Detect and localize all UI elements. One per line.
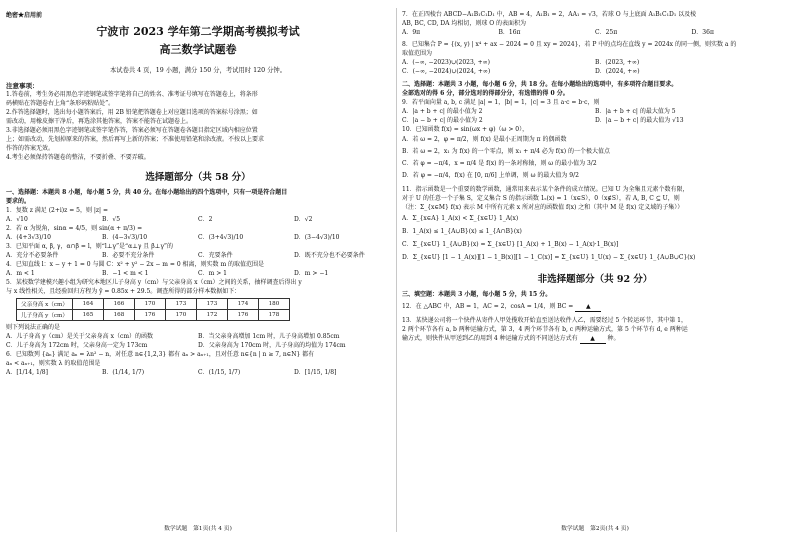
notice-title: 注意事项： xyxy=(6,82,39,90)
question-13: 13．某快递公司将一个快件从寄件人甲处揽收开始直至送达收件人乙，需要经过 5 个转运环节，其中第 1， xyxy=(402,317,687,324)
table-cell: 173 xyxy=(165,299,196,310)
answer-blank: ▲ xyxy=(575,302,601,312)
option: B．1_A(x) ≤ 1_{A∪B}(x) ≤ 1_{A∩B}(x) xyxy=(402,228,522,235)
option: B．√5 xyxy=(102,216,121,223)
option: A．(4+3√3)/10 xyxy=(6,234,51,241)
answer-blank: ▲ xyxy=(580,334,606,344)
question-3-options xyxy=(6,251,390,260)
question-7-options xyxy=(402,28,788,37)
option: A．m < 1 xyxy=(6,270,35,277)
question-2: 2．若 α 为锐角，sinα = 4/5，则 sin(α + π/3) = xyxy=(6,225,143,232)
option: B．(1/14, 1/7) xyxy=(102,369,145,376)
part-instruction: 全部选对的得 6 分，部分选对的得部分分，有选错的得 0 分。 xyxy=(402,90,569,97)
option: A．(−∞, −2023)∪(2023, +∞) xyxy=(402,59,490,66)
table-cell: 164 xyxy=(72,299,103,310)
option: A．充分不必要条件 xyxy=(6,252,59,259)
option: C．2 xyxy=(198,216,213,223)
question-11: 11．指示函数是一个重要的数学函数，通常用来表示某个条件的成立情况。已知 U 为全集且元素个数有限， xyxy=(402,186,689,193)
question-13-stem: 输方式，则快件从甲送到乙的用到 4 种运输方式的不同送达方式有 xyxy=(402,335,578,342)
option: C．充要条件 xyxy=(198,252,233,259)
table-row xyxy=(17,310,290,321)
notice-line: 作答的答案无效。 xyxy=(6,145,55,152)
table-cell: 166 xyxy=(103,299,134,310)
question-11-note: （注：Σ_{x∈M} f(x) 表示 M 中所有元素 x 所对应的函数值 f(x) 之和（其中 M 是 f(x) 定义域的子集）） xyxy=(402,204,684,211)
table-cell: 180 xyxy=(258,299,289,310)
option: A．[1/14, 1/8] xyxy=(6,369,48,376)
question-8-cont: 取值范围为 xyxy=(402,50,433,57)
option: B．必要不充分条件 xyxy=(102,252,155,259)
table-row xyxy=(17,299,290,310)
option: B．(4−3√3)/10 xyxy=(102,234,148,241)
notice-line: 3.非选择题必须用黑色字迹钢笔或签字笔作答，答案必须写在答题卷各题目指定区域内相应位置 xyxy=(6,127,258,134)
question-13-tail: 种。 xyxy=(607,335,620,342)
question-2-options xyxy=(6,233,390,242)
option: B．16π xyxy=(498,29,521,36)
question-6-cont: aₙ < aₙ₊₁，则实数 λ 的取值范围是 xyxy=(6,360,101,367)
row-header: 父亲身高 x（cm） xyxy=(17,299,73,310)
question-7: 7．在正四棱台 ABCD−A₁B₁C₁D₁ 中，AB = 4，A₁B₁ = 2，AA₁ = √3，若球 O 与上底面 A₁B₁C₁D₁ 以及棱 xyxy=(402,11,697,18)
option: C．|a − b + c| 的最小值为 2 xyxy=(402,117,483,124)
question-6: 6．已知数列 {aₙ} 满足 aₙ = λn² − n，对任意 n∈{1,2,3} 都有 aₙ > aₙ₊₁，且对任意 n∈{n | n ≥ 7, n∈N} 都有 xyxy=(6,351,315,358)
option: D．Σ_{x∈U} [1 − 1_A(x)][1 − 1_B(x)][1 − 1_C(x)] = Σ_{x∈U} 1_U(x) − Σ_{x∈U} 1_{A∪B∪C}(x) xyxy=(402,254,696,261)
option: A．儿子身高 y（cm）是关于父亲身高 x（cm）的函数 xyxy=(6,333,154,340)
part-instruction: 要求的。 xyxy=(6,198,31,205)
option: A．|a + b + c| 的最小值为 2 xyxy=(402,108,483,115)
option: A．9π xyxy=(402,29,421,36)
option: D．36π xyxy=(691,29,714,36)
question-9-options xyxy=(402,107,788,125)
option: D．|a − b + c| 的最大值为 √13 xyxy=(595,117,684,124)
exam-subject-title: 高三数学试题卷 xyxy=(159,43,237,56)
question-12-stem: 12．在 △ABC 中，AB = 1，AC = 2，cosA = 1/4，则 BC = xyxy=(402,303,574,310)
option: D．[1/15, 1/8] xyxy=(294,369,337,376)
option: C．(−∞, −2024)∪(2024, +∞) xyxy=(402,68,491,75)
option: A．Σ_{x∈A} 1_A(x) < Σ_{x∈U} 1_A(x) xyxy=(402,215,519,222)
table-cell: 165 xyxy=(72,310,103,321)
option: B．|a + b + c| 的最大值为 5 xyxy=(595,108,676,115)
table-cell: 176 xyxy=(227,310,258,321)
question-5-prompt: 则下列说法正确的是 xyxy=(6,324,61,331)
table-cell: 178 xyxy=(258,310,289,321)
exam-title: 宁波市 2023 学年第二学期高考模拟考试 xyxy=(96,25,300,38)
question-11-cont: 对于 U 的任意一个子集 S，定义集合 S 的指示函数 1ₛ(x) = 1（x∈S），0（x∉S），若 A, B, C ⊆ U，则 xyxy=(402,195,680,202)
question-8-options xyxy=(402,58,788,76)
notice-line: 上；如需改动，先划掉原来的答案，然后再写上新的答案；不准使用铅笔和涂改液。不按以上要求 xyxy=(6,136,265,143)
question-13-cont: 2 两个环节各有 a, b 两种运输方式，第 3，4 两个环节各有 b, c 两种运输方式，第 5 个环节有 d, e 两种运 xyxy=(402,326,688,333)
option: D．(2024, +∞) xyxy=(595,68,640,75)
question-6-options xyxy=(6,368,390,377)
notice-line: 需改动，用橡皮擦干净后，再选涂其他答案，答案不能答在试题卷上。 xyxy=(6,118,193,125)
option: B．−1 < m < 1 xyxy=(102,270,149,277)
option: D．既不充分也不必要条件 xyxy=(294,252,365,259)
question-10: 10．已知函数 f(x) = sin(ωx + φ)（ω > 0）， xyxy=(402,126,529,133)
sample-data-table xyxy=(16,298,290,321)
notice-line: 1.答卷前，考生务必用黑色字迹钢笔或签字笔将自己的姓名、准考证号填写在答题卷上，将条形 xyxy=(6,91,258,98)
option: C．儿子身高为 172cm 时，父亲身高一定为 173cm xyxy=(6,342,148,349)
table-cell: 176 xyxy=(134,310,165,321)
table-cell: 174 xyxy=(227,299,258,310)
question-1-options xyxy=(6,215,390,224)
question-5: 5．某校数学建模兴趣小组为研究本地区儿子身高 y（cm）与父亲身高 x（cm）之间的关系，抽样调查后得出 y xyxy=(6,279,302,286)
option: B．(2023, +∞) xyxy=(595,59,640,66)
part-instruction: 二、选择题：本题共 3 小题，每小题 6 分，共 18 分。在每小题给出的选项中，有多项符合题目要求。 xyxy=(402,81,678,88)
option: D．父亲身高为 170cm 时，儿子身高的均值为 174cm xyxy=(198,342,346,349)
question-7-cont: AB, BC, CD, DA 均相切，则球 O 的表面积为 xyxy=(402,20,527,27)
table-cell: 170 xyxy=(134,299,165,310)
notice-line: 4.考生必须保持答题卷的整洁，不要折叠、不要弄破。 xyxy=(6,154,150,161)
option: D．√2 xyxy=(294,216,313,223)
notice-line: 码横贴在答题卷右上角“条形码粘贴处”。 xyxy=(6,100,115,107)
table-cell: 173 xyxy=(196,299,227,310)
option: D．(3−4√3)/10 xyxy=(294,234,340,241)
secret-label: 绝密★启用前 xyxy=(6,12,43,19)
option: B．当父亲身高增加 1cm 时，儿子身高增加 0.85cm xyxy=(198,333,340,340)
question-9: 9．若平面向量 a, b, c 满足 |a| = 1，|b| = 1，|c| = 3 且 a·c = b·c，则 xyxy=(402,99,600,106)
question-5-options xyxy=(6,332,390,350)
option: B．若 ω = 2，x₁ 为 f(x) 的一个零点，则 x₁ + π/4 必为 f(x) 的一个极大值点 xyxy=(402,148,610,155)
exam-info: 本试卷共 4 页，19 小题，满分 150 分，考试用时 120 分钟。 xyxy=(109,67,286,74)
question-8: 8．已知集合 P = {(x, y) | x⁴ + ax − 2024 = 0 且 xy = 2024}，若 P 中的点均在直线 y = 2024x 的同一侧，则实数 a 的 xyxy=(402,41,737,48)
option: A．√10 xyxy=(6,216,28,223)
option: A．若 ω = 2，φ = π/2，则 f(x) 是最小正周期为 π 的偶函数 xyxy=(402,136,567,143)
question-5-cont: 与 x 线性相关，且经验回归方程为 ŷ = 0.85x + 29.5。调查所得的部分样本数据如下： xyxy=(6,288,241,295)
option: D．若 φ = −π/4，f(x) 在 [0, π/6] 上单调，则 ω 的最大值为 9/2 xyxy=(402,172,579,179)
part-instruction: 三、填空题：本题共 3 小题，每小题 5 分，共 15 分。 xyxy=(402,291,552,298)
option: C．(1/15, 1/7) xyxy=(198,369,241,376)
page-footer: 数学试题 第1页(共 4 页) xyxy=(164,526,232,532)
option: C．Σ_{x∈U} 1_{A∪B}(x) = Σ_{x∈U} [1_A(x) + 1_B(x) − 1_A(x)·1_B(x)] xyxy=(402,241,619,248)
question-12 xyxy=(402,302,788,312)
option: D．m > −1 xyxy=(294,270,329,277)
question-4: 4．已知直线 l：x − y + 1 = 0 与圆 C：x² + y² − 2x − m = 0 相离，则实数 m 的取值范围是 xyxy=(6,261,265,268)
part-instruction: 一、选择题：本题共 8 小题，每小题 5 分，共 40 分。在每小题给出的四个选项中，只有一项是符合题目 xyxy=(6,189,288,196)
table-cell: 168 xyxy=(103,310,134,321)
question-3: 3．已知平面 α, β, γ，α∩β = l，则“l⊥γ”是“α⊥γ 且 β⊥γ”的 xyxy=(6,243,173,250)
question-13-cont xyxy=(402,334,788,344)
option: C．若 φ = −π/4，x = π/4 是 f(x) 的一条对称轴，则 ω 的最小值为 3/2 xyxy=(402,160,597,167)
table-cell: 172 xyxy=(196,310,227,321)
option: C．m > 1 xyxy=(198,270,227,277)
page-2 xyxy=(402,10,788,532)
page-footer: 数学试题 第2页(共 4 页) xyxy=(561,526,629,532)
page-divider xyxy=(396,8,397,532)
notice-line: 2.作答选择题时，选出每小题答案后，用 2B 铅笔把答题卷上对应题目选项的答案标号涂黑；如 xyxy=(6,109,258,116)
section-heading-choice: 选择题部分（共 58 分） xyxy=(145,172,251,183)
page-1 xyxy=(6,10,390,532)
section-heading-nonchoice: 非选择题部分（共 92 分） xyxy=(537,274,653,285)
option: C．(3+4√3)/10 xyxy=(198,234,244,241)
option: C．25π xyxy=(595,29,618,36)
row-header: 儿子身高 y（cm） xyxy=(17,310,73,321)
table-cell: 170 xyxy=(165,310,196,321)
question-4-options xyxy=(6,269,390,278)
question-1: 1．复数 z 满足 (2+i)z = 5，则 |z| = xyxy=(6,207,109,214)
